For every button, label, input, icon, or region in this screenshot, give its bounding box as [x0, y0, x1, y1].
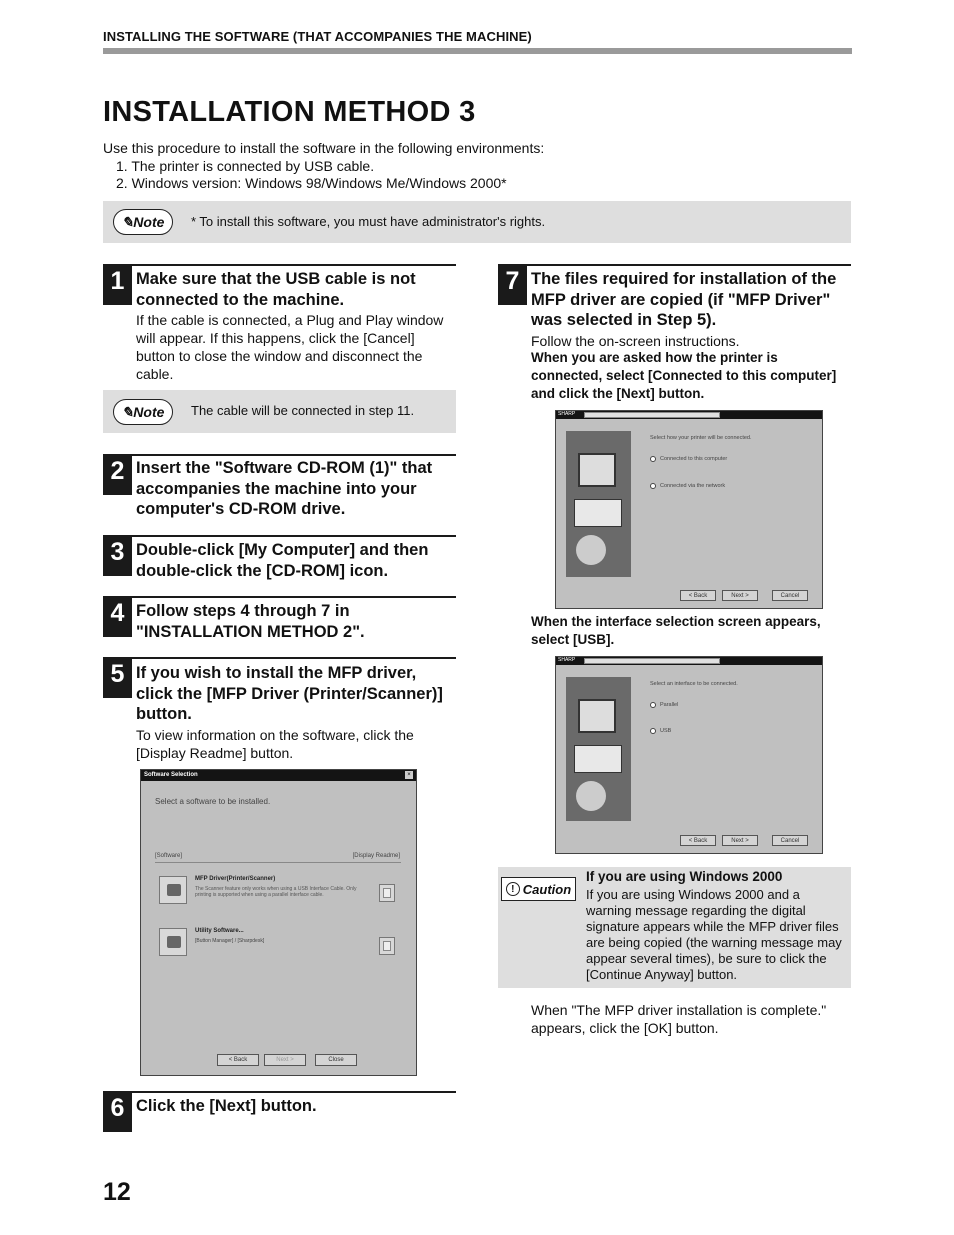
- computer-illustration: [566, 677, 631, 821]
- computer-illustration: [566, 431, 631, 577]
- close-icon[interactable]: ×: [405, 771, 413, 779]
- cancel-button[interactable]: Cancel: [772, 835, 808, 846]
- software-selection-screenshot: [140, 769, 417, 1076]
- step-rule: [103, 264, 456, 266]
- software-column-label: [Software]: [155, 853, 183, 859]
- page-title: INSTALLATION METHOD 3: [103, 96, 476, 128]
- step-title: Double-click [My Computer] and then double-click the [CD-ROM] icon.: [136, 541, 429, 580]
- step-rule: [103, 535, 456, 537]
- cd-icon: [576, 781, 606, 811]
- mfp-driver-desc: The Scanner feature only works when using a USB Interface Cable. Only printing is supported when using a parallel interface cable.: [195, 886, 357, 898]
- utility-software-desc: [Button Manager] / [Sharpdesk]: [195, 938, 265, 944]
- step-number: 3: [103, 536, 132, 576]
- intro: [103, 140, 544, 193]
- dialog-prompt: Select how your printer will be connected.: [650, 435, 752, 441]
- step-rule: [103, 596, 456, 598]
- monitor-icon: [578, 699, 616, 733]
- step-body: Follow the on-screen instructions.: [531, 333, 740, 349]
- divider: [155, 862, 401, 863]
- titlebar-field: [584, 658, 720, 664]
- computer-icon: [574, 499, 622, 527]
- titlebar-field: [584, 412, 720, 418]
- dialog-prompt: Select an interface to be connected.: [650, 681, 738, 687]
- utility-software-name: Utility Software...: [195, 928, 244, 934]
- radio-usb[interactable]: [650, 728, 656, 734]
- step-body: If the cable is connected, a Plug and Play window will appear. If this happens, click the [Cancel] button to close the window and disconnect the cable.: [136, 312, 444, 382]
- intro-item: 2. Windows version: Windows 98/Windows Me/Windows 2000*: [116, 175, 507, 191]
- mfp-driver-button[interactable]: [159, 876, 187, 904]
- step-title: Follow steps 4 through 7 in "INSTALLATION METHOD 2".: [136, 602, 365, 641]
- step-rule: [498, 264, 851, 266]
- running-header: INSTALLING THE SOFTWARE (THAT ACCOMPANIES THE MACHINE): [103, 29, 532, 44]
- step-number: 1: [103, 265, 132, 305]
- step-number: 6: [103, 1092, 132, 1132]
- monitor-icon: [578, 453, 616, 487]
- radio-connected-computer[interactable]: [650, 456, 656, 462]
- step-number: 2: [103, 455, 132, 495]
- document-icon: [383, 888, 391, 898]
- back-button[interactable]: < Back: [680, 590, 716, 601]
- final-instruction: When "The MFP driver installation is complete." appears, click the [OK] button.: [531, 1002, 827, 1036]
- exclamation-icon: !: [506, 882, 520, 896]
- note-badge: ✎ Note: [113, 399, 173, 425]
- step-title: Click the [Next] button.: [136, 1097, 317, 1115]
- next-button[interactable]: Next >: [722, 835, 758, 846]
- brand-label: SHARP: [558, 657, 576, 663]
- option-label: Parallel: [660, 702, 679, 708]
- dialog-titlebar: [141, 770, 416, 781]
- note-text: * To install this software, you must have administrator's rights.: [191, 214, 546, 229]
- step-body-bold: When you are asked how the printer is connected, select [Connected to this computer] and click the [Next] button.: [531, 350, 837, 401]
- cancel-button[interactable]: Cancel: [772, 590, 808, 601]
- step-title: The files required for installation of the MFP driver are copied (if "MFP Driver" was selected in Step 5).: [531, 270, 837, 329]
- note-box: [103, 201, 851, 243]
- software-icon: [167, 936, 181, 948]
- utility-software-button[interactable]: [159, 928, 187, 956]
- note-badge: ✎ Note: [113, 209, 173, 235]
- step-number: 5: [103, 658, 132, 698]
- back-button[interactable]: < Back: [217, 1054, 259, 1066]
- mfp-driver-name: MFP Driver(Printer/Scanner): [195, 876, 276, 882]
- step-body: To view information on the software, click the [Display Readme] button.: [136, 727, 414, 761]
- dialog-titlebar: [556, 411, 822, 419]
- header-rule: [103, 48, 852, 54]
- note-box: [103, 390, 456, 433]
- dialog-titlebar: [556, 657, 822, 665]
- pencil-icon: ✎: [121, 213, 134, 230]
- step-rule: [103, 1091, 456, 1093]
- step-title: Insert the "Software CD-ROM (1)" that accompanies the machine into your computer's CD-ROM drive.: [136, 459, 433, 518]
- readme-column-label: [Display Readme]: [352, 853, 400, 859]
- dialog-prompt: Select a software to be installed.: [155, 797, 271, 806]
- note-text: The cable will be connected in step 11.: [191, 403, 415, 418]
- dialog-title: Software Selection: [144, 772, 198, 778]
- pencil-icon: ✎: [121, 403, 134, 420]
- brand-label: SHARP: [558, 411, 576, 417]
- interface-screenshot: [555, 656, 823, 854]
- next-button[interactable]: Next >: [264, 1054, 306, 1066]
- computer-icon: [574, 745, 622, 773]
- option-label: Connected via the network: [660, 483, 726, 489]
- step-title: Make sure that the USB cable is not connected to the machine.: [136, 270, 416, 309]
- caution-box: [498, 867, 851, 988]
- radio-connected-network[interactable]: [650, 483, 656, 489]
- step-number: 4: [103, 597, 132, 637]
- printer-icon: [167, 884, 181, 896]
- caution-title: If you are using Windows 2000: [586, 869, 783, 884]
- option-label: Connected to this computer: [660, 456, 728, 462]
- intro-item: 1. The printer is connected by USB cable.: [116, 157, 375, 174]
- interface-instruction: When the interface selection screen appears, select [USB].: [531, 614, 821, 647]
- caution-badge: ! Caution: [501, 877, 576, 901]
- step-number: 7: [498, 265, 527, 305]
- cd-icon: [576, 535, 606, 565]
- close-button[interactable]: Close: [315, 1054, 357, 1066]
- document-icon: [383, 941, 391, 951]
- readme-button[interactable]: [379, 937, 395, 955]
- back-button[interactable]: < Back: [680, 835, 716, 846]
- step-title: If you wish to install the MFP driver, click the [MFP Driver (Printer/Scanner)] button.: [136, 664, 443, 723]
- page-number: 12: [103, 1178, 131, 1206]
- readme-button[interactable]: [379, 884, 395, 902]
- option-label: USB: [660, 728, 672, 734]
- caution-body: If you are using Windows 2000 and a warning message regarding the digital signature appears while the MFP driver files are being copied (the warning message may appear several times), be sure to click the [Continue Anyway] button.: [586, 887, 842, 982]
- step-rule: [103, 454, 456, 456]
- intro-lead: Use this procedure to install the software in the following environments:: [103, 140, 545, 156]
- radio-parallel[interactable]: [650, 702, 656, 708]
- connection-screenshot: [555, 410, 823, 609]
- step-rule: [103, 657, 456, 659]
- next-button[interactable]: Next >: [722, 590, 758, 601]
